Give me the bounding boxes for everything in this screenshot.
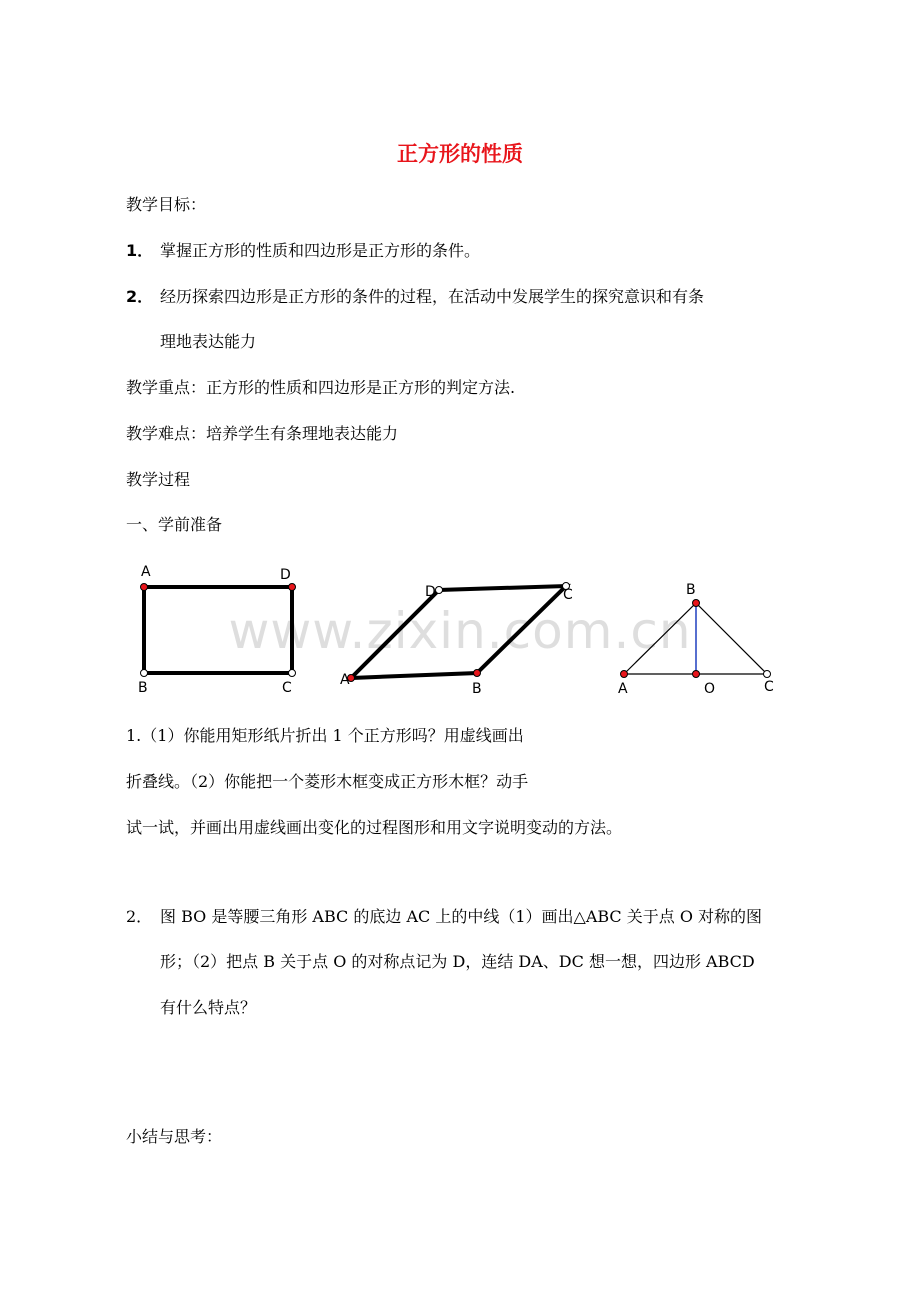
task1-line2: 折叠线。（2）你能把一个菱形木框变成正方形木框？动手 — [126, 772, 529, 791]
section-heading-preparation: 一、学前准备 — [126, 515, 223, 534]
geometry-figures — [130, 556, 790, 706]
process-heading: 教学过程 — [126, 470, 191, 489]
task2-line2: 形；（2）把点 B 关于点 O 的对称点记为 D，连结 DA、DC 想一想，四边形 ABCD — [160, 952, 755, 971]
objective-2-continuation: 理地表达能力 — [160, 332, 257, 351]
key-point: 教学重点：正方形的性质和四边形是正方形的判定方法. — [126, 378, 516, 397]
triangle-label-o: O — [704, 681, 716, 697]
rhombus-figure — [340, 583, 573, 698]
rect-label-b: B — [138, 680, 148, 696]
triangle-vertex-b — [693, 600, 700, 607]
triangle-label-a: A — [618, 681, 628, 697]
objective-1-text: 掌握正方形的性质和四边形是正方形的条件。 — [160, 241, 481, 260]
rect-label-c: C — [282, 680, 292, 696]
triangle-label-b: B — [686, 582, 696, 598]
task1-line1: 1.（1）你能用矩形纸片折出 1 个正方形吗？用虚线画出 — [126, 726, 524, 745]
rhombus-label-b: B — [472, 681, 482, 697]
rhombus-label-a: A — [340, 672, 350, 688]
triangle-label-c: C — [764, 679, 774, 695]
task2-line3: 有什么特点？ — [160, 998, 257, 1017]
triangle-point-o — [693, 671, 700, 678]
rhombus-vertex-d — [436, 587, 443, 594]
objective-1-number: 1． — [126, 241, 154, 260]
objectives-heading: 教学目标： — [126, 195, 207, 214]
rectangle-shape — [144, 587, 292, 673]
triangle-vertex-c — [764, 671, 771, 678]
rect-vertex-b — [141, 670, 148, 677]
page-title: 正方形的性质 — [397, 142, 523, 166]
rhombus-label-c: C — [563, 587, 573, 603]
rect-vertex-c — [289, 670, 296, 677]
rhombus-shape — [351, 586, 566, 678]
task1-line3: 试一试，并画出用虚线画出变化的过程图形和用文字说明变动的方法。 — [126, 818, 623, 837]
rect-label-a: A — [141, 564, 151, 580]
task2-line1: 图 BO 是等腰三角形 ABC 的底边 AC 上的中线（1）画出△ABC 关于点 O 对称的图 — [160, 907, 763, 926]
rect-label-d: D — [280, 567, 291, 583]
objective-2-number: 2． — [126, 287, 154, 306]
difficulty: 教学难点：培养学生有条理地表达能力 — [126, 424, 399, 443]
objective-2-text: 经历探索四边形是正方形的条件的过程，在活动中发展学生的探究意识和有条 — [160, 287, 705, 306]
rhombus-vertex-b — [474, 670, 481, 677]
summary-heading: 小结与思考： — [126, 1127, 223, 1146]
rect-vertex-a — [141, 584, 148, 591]
watermark: www.zixin.com.cn — [228, 602, 692, 660]
rhombus-label-d: D — [425, 584, 436, 600]
rect-vertex-d — [289, 584, 296, 591]
triangle-vertex-a — [621, 671, 628, 678]
rectangle-figure — [138, 564, 296, 696]
triangle-figure — [618, 582, 774, 697]
task2-number: 2． — [126, 907, 153, 926]
